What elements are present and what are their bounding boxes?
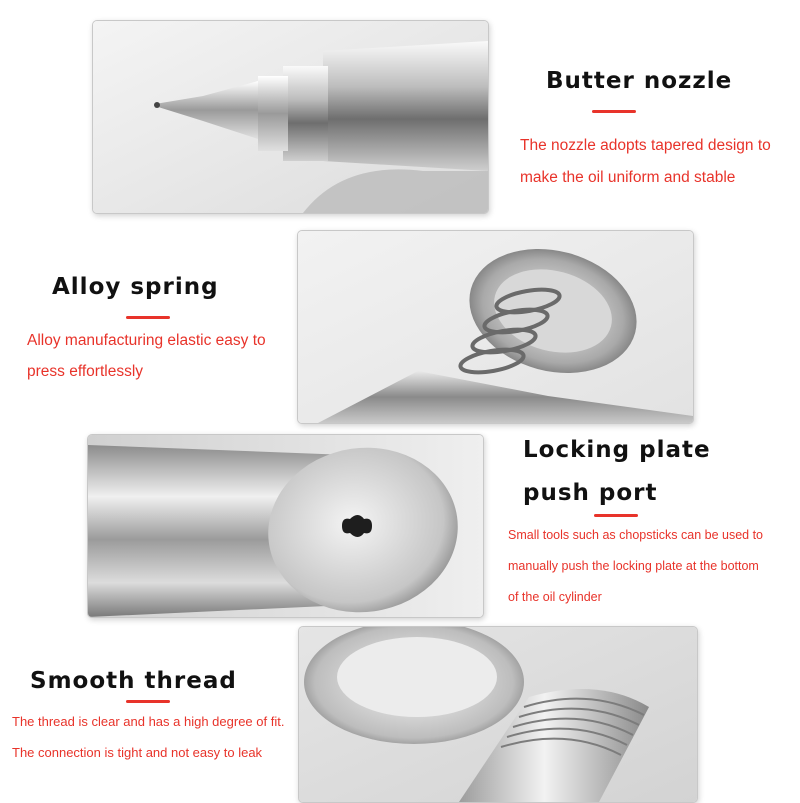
alloy-spring-description-line-1: Alloy manufacturing elastic easy to (27, 332, 266, 349)
alloy-spring-divider (126, 316, 170, 319)
locking-plate-divider (594, 514, 638, 517)
locking-plate-description-line-3: of the oil cylinder (508, 590, 602, 604)
locking-plate-heading-line-1: Locking plate (523, 437, 711, 463)
smooth-thread-description-line-2: The connection is tight and not easy to leak (12, 745, 263, 760)
cylinder-end-cap-photo-icon (88, 435, 483, 617)
smooth-thread-image (298, 626, 698, 803)
smooth-thread-description-line-1: The thread is clear and has a high degree of fit. (12, 714, 285, 729)
locking-plate-description-line-1: Small tools such as chopsticks can be used to (508, 528, 763, 542)
threaded-tube-photo-icon (299, 627, 697, 802)
smooth-thread-heading: Smooth thread (30, 668, 237, 694)
butter-nozzle-heading: Butter nozzle (546, 68, 733, 94)
locking-plate-description-line-2: manually push the locking plate at the bottom (508, 559, 759, 573)
alloy-spring-description-line-2: press effortlessly (27, 363, 144, 380)
alloy-spring-photo-icon (298, 231, 693, 423)
smooth-thread-divider (126, 700, 170, 703)
locking-plate-heading-line-2: push port (523, 480, 658, 506)
butter-nozzle-divider (592, 110, 636, 113)
alloy-spring-heading: Alloy spring (52, 274, 219, 300)
alloy-spring-image (297, 230, 694, 424)
butter-nozzle-image (92, 20, 489, 214)
locking-plate-image (87, 434, 484, 618)
grease-nozzle-photo-icon (93, 21, 488, 213)
butter-nozzle-description-line-2: make the oil uniform and stable (520, 169, 736, 186)
butter-nozzle-description-line-1: The nozzle adopts tapered design to (520, 137, 771, 154)
